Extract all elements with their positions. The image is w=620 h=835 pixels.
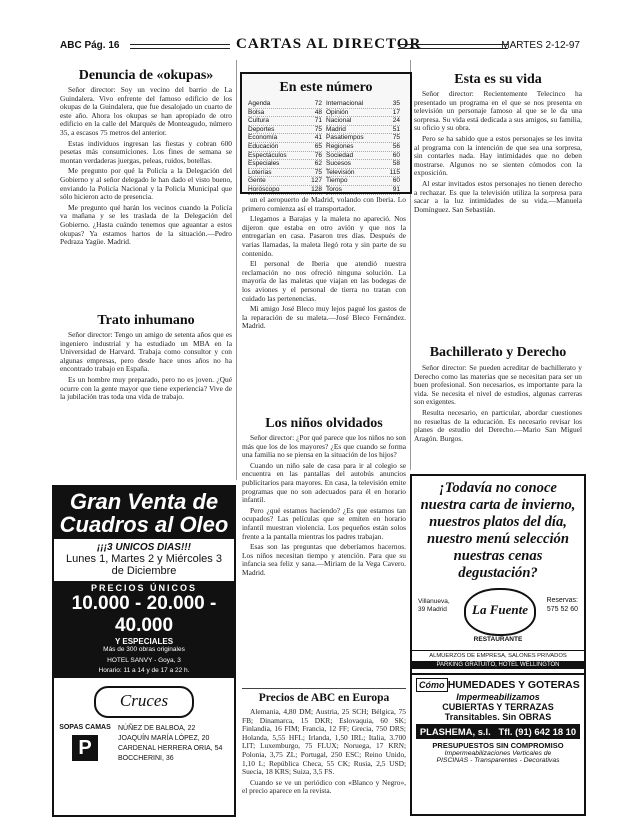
contents-row: Televisión 115 (326, 168, 400, 176)
contents-list-left (248, 100, 326, 195)
article-body (414, 90, 582, 338)
brand-logo: Cómo (416, 678, 448, 692)
paragraph: Esas son las preguntas que deberíamos hacernos. Los niños necesitan tiempo y atención. Para que su infancia sea feliz y sana.—Miriam de la Vega Cavero. Madrid. (242, 542, 406, 577)
section-title: CARTAS AL DIRECTOR (236, 36, 422, 52)
ad-text: Impermeabilizaciones Verticales de (444, 750, 552, 757)
paragraph: Me pregunto por qué la Policía a la Delegación del Gobierno y al señor delegado le han dado el visto bueno, enviando la Policía Nacional y la Policía Municipal que sólo hicieron acto de presencia. (60, 166, 232, 202)
contents-title: En este número (279, 80, 373, 95)
parking-icon: P (72, 735, 98, 761)
contents-row: Gente 127 (248, 177, 322, 185)
restaurant-kind: RESTAURANTE (473, 636, 523, 643)
contents-row: Agenda 72 (248, 100, 322, 107)
contents-list-right (326, 100, 404, 195)
contents-row: Toros 91 (326, 185, 400, 193)
article-title: Bachillerato y Derecho (429, 345, 567, 360)
ad-text: PRESUPUESTOS SIN COMPROMISO (432, 741, 564, 750)
contents-row: Sucesos 58 (326, 160, 400, 168)
column-divider (236, 60, 237, 480)
contents-row: Economía 41 (248, 134, 322, 142)
paragraph: Pero ¿qué estamos haciendo? ¿Es que estamos tan ocupados? Las películas que se emiten en horario infantil muestran violencia. Los pequeños están solos frente a la pantalla mientras los padres trabajan. (242, 505, 406, 541)
paragraph: Señor director: Recientemente Telecinco ha presentado un programa en el que se nos presenta en televisión un personaje famoso al que se le da una sorpresa. Su vida está dedicada a sus amigos, su familia, su oficio y su obra. (414, 90, 582, 133)
contents-row: Internacional 35 (326, 100, 400, 107)
paragraph: Cuando un niño sale de casa para ir al colegio se encuentra en las pantallas del autobús anuncios publicitarios para mayores. En casa, la televisión emite programas que no son adecuados para él en horario infantil. (242, 460, 406, 505)
article-body (242, 196, 406, 408)
contents-row: Opinión 17 (326, 108, 400, 116)
contents-box (240, 72, 412, 194)
ad-heading: HUMEDADES Y GOTERAS (447, 679, 580, 691)
paragraph: Mi amigo José Bleco muy lejos pagué los gastos de la reparación de su maleta.—José Bleco Fernández. Madrid. (242, 304, 406, 331)
contents-row: Horóscopo 128 (248, 185, 322, 193)
article-title: Precios de ABC en Europa (258, 692, 390, 704)
ad-text: Impermeabilizamos (456, 692, 540, 702)
paragraph: Señor director: Soy un vecino del barrio de La Guindalera. Vivo enfrente del famoso edificio de los okupas de la Guindalera, que fue desalojado un cuarto de este año. Ahora los okupas se han apropiado de otro edificio en la calle del Marqués de Monteagudo, número 35, a escasos 75 metros del anterior. (60, 86, 232, 137)
contents-row: Cultura 71 (248, 117, 322, 125)
ad-days: ¡¡¡3 UNICOS DIAS!!! (97, 542, 191, 553)
article-title: Denuncia de «okupas» (78, 68, 214, 83)
section-divider (242, 688, 406, 689)
header-rule-left (130, 44, 230, 49)
contents-row: Loterías 75 (248, 168, 322, 176)
contents-row: Regiones 56 (326, 142, 400, 150)
contents-row: Bolsa 48 (248, 108, 322, 116)
contents-row: Tiempo 60 (326, 177, 400, 185)
ad-text: CUBIERTAS Y TERRAZAS (442, 702, 554, 712)
paragraph: El personal de Iberia que atendió nuestra reclamación no nos ofreció ninguna solución. La mayoría de las maletas que viajan en las bodegas de los aviones y el personal de tierra no tratan con cuidado las pertenencias. (242, 259, 406, 303)
ad-text: PISCINAS - Transparentes - Decorativas (436, 757, 560, 764)
ad-title: Gran Venta de Cuadros al Oleo (54, 487, 234, 539)
article-body (242, 434, 406, 686)
article-body (60, 331, 232, 476)
address: CARDENAL HERRERA ORIA, 54 (118, 744, 223, 752)
page-date: MARTES 2-12-97 (501, 40, 580, 51)
paragraph: Es un hombre muy preparado, pero no es joven. ¿Qué ocurre con la gente mayor que tiene experiencia? Vive de la jubilación tras toda una vida de trabajo. (60, 374, 232, 402)
paragraph: Estas individuos ingresan las fiestas y cobran 600 pesetas más consumiciones. Los fines de semana se montan verdaderas juergas, peleas, ruidos, botellas. (60, 138, 232, 165)
address: JOAQUÍN MARÍA LÓPEZ, 20 (118, 734, 210, 742)
article-title: Trato inhumano (97, 313, 195, 328)
page-label: ABC Pág. 16 (60, 40, 120, 51)
company-phone: PLASHEMA, s.l. Tfl. (91) 642 18 10 (416, 724, 580, 739)
article-body (60, 86, 232, 308)
paragraph: Al estar invitados estos personajes no tienen derecho a rechazar. Es que la televisión utiliza la sorpresa para sacar a la luz intimidades de su vida.—Manuela Domínguez. San Sebastián. (414, 178, 582, 214)
ad-slogan: ¡Todavía no conoce nuestra carta de invierno, nuestros platos del día, nuestro menú selección nuestras cenas degustación? (420, 480, 576, 581)
paragraph: Señor director: Tengo un amigo de setenta años que es ingeniero industrial y ha estudiado un MBA en la Universidad de Harvard. Trabaja como consultor y con algunas empresas, pero desde hace unos años no ha encontrado trabajo en España. (60, 331, 232, 374)
restaurant-info: ALMUERZOS DE EMPRESA, SALONES PRIVADOS (412, 650, 584, 659)
paragraph: Señor director: ¿Por qué parece que los niños no son más que los de los mayores? ¿Es que cuando se forma una familia no se piensa en la situación de los hijos? (242, 434, 406, 460)
contents-row: Deportes 75 (248, 125, 322, 133)
paragraph: Resulta necesario, en particular, abordar cuestiones no resueltas de la educación. Es necesario revisar los planes de estudio del Derecho.—Mario San Miguel Aragón. Burgos. (414, 407, 582, 443)
contents-row: Especiales 62 (248, 160, 322, 168)
advert-paintings-sale (52, 485, 236, 817)
paragraph: Alemania, 4,80 DM; Austria, 25 SCH; Bélgica, 75 FB; Dinamarca, 15 DKR; Eslovaquia, 60 SK; Finlandia, 16 FIM; Francia, 12 FF; Grecia, 750 DRS; Holanda, 5,55 HFL; Irlanda, 1,50 IRL; Italia, 3.700 LIT; Luxemburgo, 75 FLUX; Noruega, 17 KRN; Polonia, 3,75 ZL; Portugal, 250 ESC; Reino Unido, 1,10 L; República Checa, 55 CK; Rusia, 2,5 USD; Suecia, 18 KRS; Suiza, 3,5 FS. (242, 708, 406, 777)
article-title: Los niños olvidados (265, 416, 383, 431)
ad-prices: PRECIOS ÚNICOS 10.000 - 20.000 - 40.000 Y ESPECIALES Más de 300 obras originales HOTEL SANVY - Goya, 3 Horario: 11 a 14 y de 17 a 22 h. (54, 581, 234, 678)
contents-row: Madrid 51 (326, 125, 400, 133)
paragraph: un el aeropuerto de Madrid, volando con Iberia. Lo primero comienza así el transportador. (242, 196, 406, 213)
contents-row: Sociedad 60 (326, 151, 400, 159)
paragraph: Me pregunto qué harán los vecinos cuando la Policía va mañana y se les traslada de la Delegación del Gobierno. ¿Hasta cuándo tenemos que aguantar a estos okupas? Ya estamos hartos de la situación.—Pedro Pedraza Yagüe. Madrid. (60, 202, 232, 247)
article-title: Esta es su vida (454, 72, 542, 87)
ad-dates: Lunes 1, Martes 2 y Miércoles 3 de Diciembre (66, 553, 222, 577)
contents-row: Pasatiempos 75 (326, 134, 400, 142)
restaurant-address: Villanueva, 39 Madrid (418, 598, 450, 613)
paragraph: Llegamos a Barajas y la maleta no apareció. Nos dijeron que estaba en otro avión y que nos la entregarían en casa. Pasaron tres días. Después de varias llamadas, la maleta llegó rota y sin parte de su contenido. (242, 214, 406, 258)
address: NÚÑEZ DE BALBOA, 22 (118, 724, 196, 732)
contents-row: Espectáculos 76 (248, 151, 322, 159)
address-list (112, 724, 230, 764)
restaurant-logo: La Fuente (464, 588, 536, 636)
restaurant-info: PARKING GRATUITO, HOTEL WELLINGTON (412, 661, 584, 669)
contents-row: Educación 65 (248, 142, 322, 150)
article-body (414, 364, 582, 466)
article-body (242, 708, 406, 808)
ad-text: Transitables. Sin OBRAS (444, 712, 552, 722)
paragraph: Pero se ha sabido que a estos personajes se les invita al programa con la intención de que sea una sorpresa, sin contarles nada. Hay intimidades que no deben mostrarse. Algunos no se sienten cómodos con la exposición. (414, 133, 582, 178)
store-subtitle: SOPAS CAMAS (59, 723, 111, 731)
address: BOCCHERINI, 36 (118, 754, 174, 762)
header-rule-right (398, 44, 508, 49)
contents-row: Nacional 24 (326, 117, 400, 125)
reservations: Reservas: 575 52 60 (546, 597, 578, 613)
store-logo: Cruces (94, 686, 194, 718)
paragraph: Señor director: Se pueden acreditar de bachillerato y Derecho como las materias que se necesitan para ser un buen profesional. Son necesarios, es importante para la vida. Se necesita el nivel de estudios, algunas carreras son exigentes. (414, 364, 582, 407)
advert-waterproofing (412, 673, 584, 767)
advert-restaurant (410, 474, 586, 816)
paragraph: Cuando se ve un periódico con «Blanco y Negro», el precio aparece en la revista. (242, 777, 406, 796)
